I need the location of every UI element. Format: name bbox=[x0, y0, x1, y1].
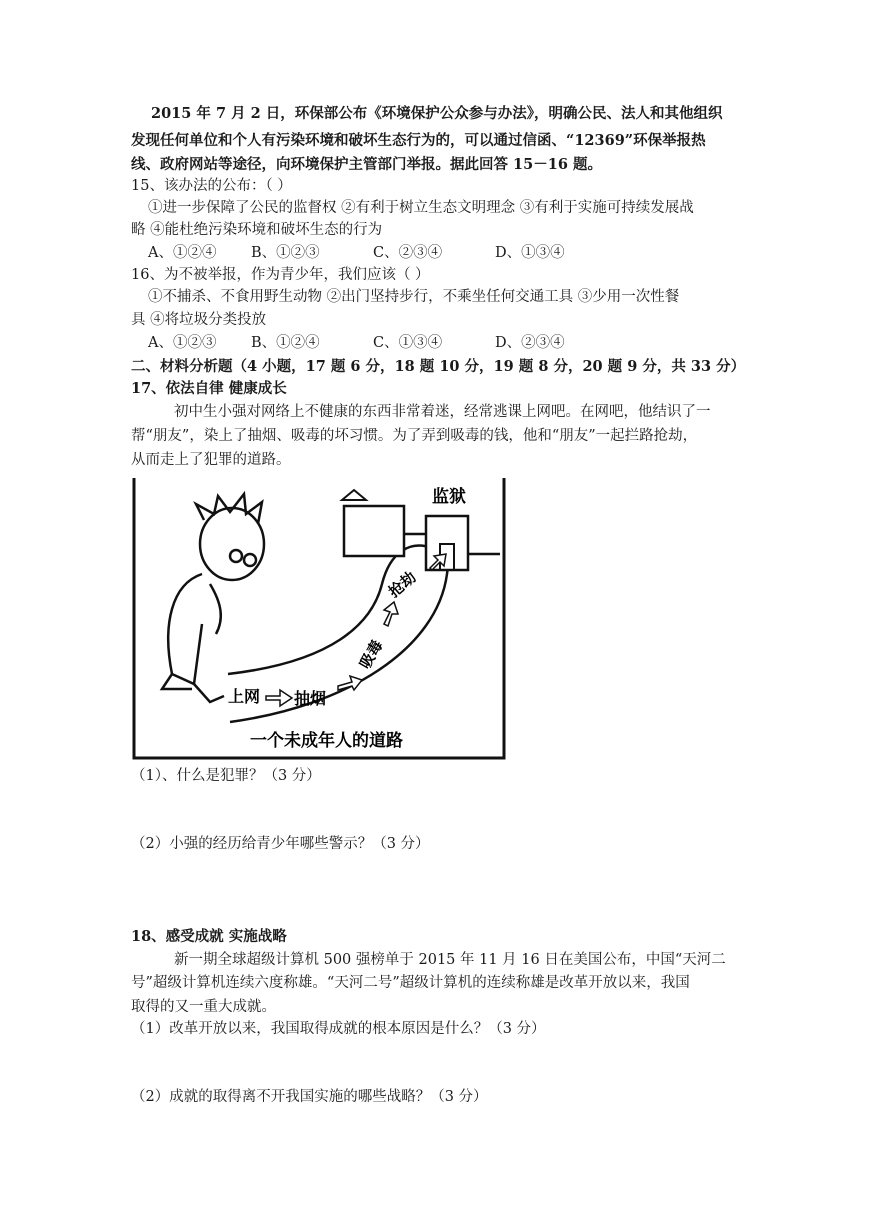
q16-option-c: C、①③④ bbox=[373, 335, 443, 351]
label-step-1: 上网 bbox=[228, 687, 261, 706]
label-step-2: 抽烟 bbox=[294, 689, 327, 708]
q18-sub-question-2: （2）成就的取得离不开我国实施的哪些战略？（3 分） bbox=[131, 1089, 488, 1105]
q17-sub-question-1: （1）、什么是犯罪？（3 分） bbox=[131, 768, 321, 784]
prison-building bbox=[342, 490, 500, 570]
road-outer-edge bbox=[230, 550, 448, 722]
q17-para-line-2: 帮“朋友”，染上了抽烟、吸毒的坏习惯。为了弄到吸毒的钱，他和“朋友”一起拦路抢劫， bbox=[131, 428, 698, 444]
q18-para-line-2: 号”超级计算机连续六度称雄。“天河二号”超级计算机的连续称雄是改革开放以来，我国 bbox=[131, 975, 690, 991]
q15-option-c: C、②③④ bbox=[373, 245, 443, 261]
q17-para-line-3: 从而走上了犯罪的道路。 bbox=[131, 452, 291, 468]
q18-para-line-1: 新一期全球超级计算机 500 强榜单于 2015 年 11 月 16 日在美国公布，中国“天河二 bbox=[174, 952, 726, 968]
cartoon-illustration bbox=[132, 474, 506, 760]
q16-option-b: B、①②④ bbox=[251, 335, 320, 351]
q15-option-d: D、①③④ bbox=[495, 245, 565, 261]
q16-options bbox=[148, 333, 565, 353]
arrow-right-icon bbox=[266, 690, 292, 706]
label-step-3: 吸毒 bbox=[355, 637, 387, 672]
q15-option-b: B、①②③ bbox=[251, 245, 320, 261]
q18-title: 18、感受成就 实施战略 bbox=[131, 928, 287, 945]
q17-title: 17、依法自律 健康成长 bbox=[131, 380, 287, 397]
q17-sub-question-2: （2）小强的经历给青少年哪些警示？（3 分） bbox=[131, 836, 430, 852]
q15-items-line-2: 略 ④能杜绝污染环境和破坏生态的行为 bbox=[131, 222, 383, 238]
q18-sub-question-1: （1）改革开放以来，我国取得成就的根本原因是什么？（3 分） bbox=[131, 1021, 546, 1037]
q16-option-d: D、②③④ bbox=[495, 335, 565, 351]
q15-stem: 15、该办法的公布：（ ） bbox=[131, 178, 292, 194]
cartoon-caption: 一个未成年人的道路 bbox=[250, 731, 403, 751]
q16-items-line-2: 具 ④将垃圾分类投放 bbox=[131, 312, 267, 328]
q15-items-line-1: ①进一步保障了公民的监督权 ②有利于树立生态文明理念 ③有利于实施可持续发展战 bbox=[148, 200, 694, 216]
q16-option-a: A、①②③ bbox=[148, 335, 217, 351]
label-prison: 监狱 bbox=[432, 487, 466, 507]
q16-items-line-1: ①不捕杀、不食用野生动物 ②出门坚持步行，不乘坐任何交通工具 ③少用一次性餐 bbox=[148, 289, 680, 305]
section-2-heading: 二、材料分析题（4 小题，17 题 6 分，18 题 10 分，19 题 8 分，20 题 9 分，共 33 分） bbox=[131, 358, 746, 375]
q17-para-line-1: 初中生小强对网络上不健康的东西非常着迷，经常逃课上网吧。在网吧，他结识了一 bbox=[174, 404, 711, 420]
arrow-up-icon bbox=[384, 602, 398, 626]
intro-line-3: 线、政府网站等途径，向环境保护主管部门举报。据此回答 15－16 题。 bbox=[131, 156, 602, 173]
intro-line-1: 2015 年 7 月 2 日，环保部公布《环境保护公众参与办法》，明确公民、法人和其他组织 bbox=[151, 105, 723, 122]
intro-line-2: 发现任何单位和个人有污染环境和破坏生态行为的，可以通过信函、“12369”环保举报热 bbox=[131, 132, 706, 149]
q15-options bbox=[148, 243, 565, 263]
q15-option-a: A、①②④ bbox=[148, 245, 217, 261]
q18-para-line-3: 取得的又一重大成就。 bbox=[131, 999, 276, 1015]
label-step-4: 抢劫 bbox=[385, 567, 420, 602]
q16-stem: 16、为不被举报，作为青少年，我们应该（ ） bbox=[131, 267, 430, 283]
